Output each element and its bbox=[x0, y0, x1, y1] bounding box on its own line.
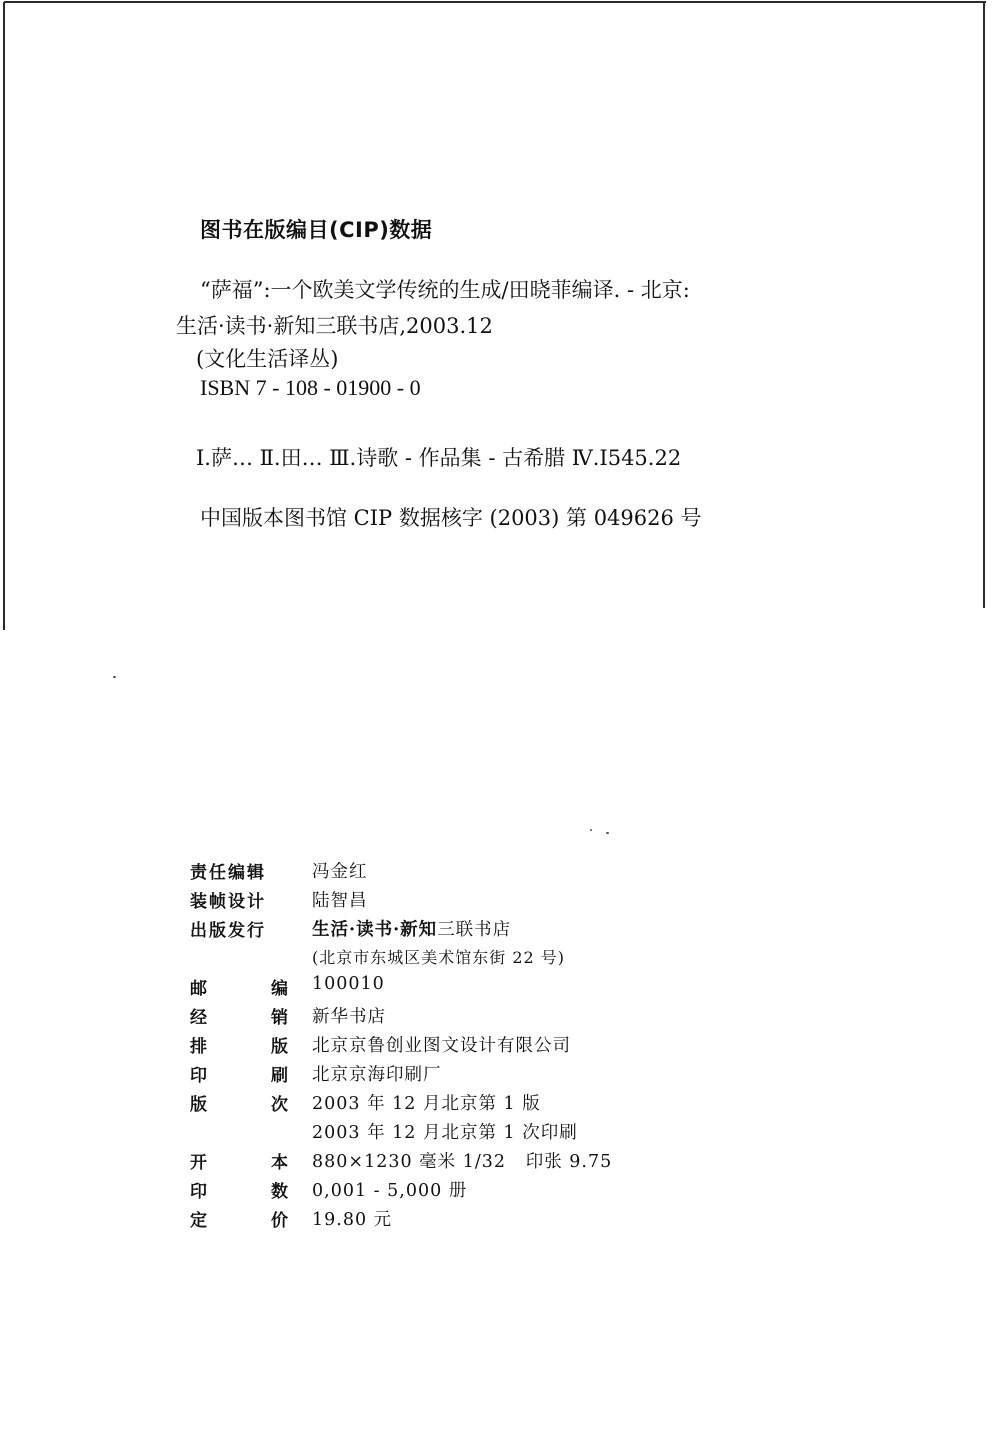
cip-publisher-line: 生活·读书·新知三联书店,2003.12 bbox=[176, 314, 493, 338]
colophon-key: 出版发行 bbox=[190, 921, 266, 941]
colophon-value: 北京京海印刷厂 bbox=[312, 1065, 442, 1085]
scan-border-right bbox=[983, 2, 985, 608]
colophon-key: 版 次 bbox=[190, 1095, 288, 1115]
publisher-logo-text: 生活·读书·新知 bbox=[312, 920, 438, 940]
colophon-value: 陆智昌 bbox=[312, 891, 368, 911]
colophon-value: 0,001 - 5,000 册 bbox=[312, 1181, 468, 1201]
colophon-key: 定 价 bbox=[190, 1211, 288, 1231]
colophon-key: 责任编辑 bbox=[190, 863, 266, 883]
colophon-key: 印 数 bbox=[190, 1182, 288, 1202]
colophon-key: 开 本 bbox=[190, 1153, 288, 1173]
colophon-value: 北京京鲁创业图文设计有限公司 bbox=[312, 1036, 571, 1056]
colophon-value: 100010 bbox=[312, 974, 385, 994]
colophon-value: 19.80 元 bbox=[312, 1210, 393, 1230]
scan-border-top bbox=[4, 1, 986, 3]
cip-number-line: 中国版本图书馆 CIP 数据核字 (2003) 第 049626 号 bbox=[200, 506, 702, 530]
colophon-value: 2003 年 12 月北京第 1 版 bbox=[312, 1094, 541, 1114]
colophon-value: 新华书店 bbox=[312, 1007, 386, 1027]
colophon-key: 印 刷 bbox=[190, 1066, 288, 1086]
scan-speck bbox=[113, 676, 116, 678]
colophon-key: 经 销 bbox=[190, 1008, 288, 1028]
colophon-value bbox=[312, 916, 511, 941]
colophon-address: (北京市东城区美术馆东街 22 号) bbox=[312, 948, 566, 967]
colophon-key: 排 版 bbox=[190, 1037, 288, 1057]
scan-speck bbox=[606, 832, 609, 834]
colophon-value: 880×1230 毫米 1/32 印张 9.75 bbox=[312, 1152, 613, 1172]
cip-classification-line: Ⅰ.萨… Ⅱ.田… Ⅲ.诗歌 - 作品集 - 古希腊 Ⅳ.I545.22 bbox=[196, 446, 682, 470]
colophon-key: 邮 编 bbox=[190, 979, 288, 999]
colophon-key: 装帧设计 bbox=[190, 892, 266, 912]
cip-isbn-line: ISBN 7 - 108 - 01900 - 0 bbox=[200, 375, 421, 400]
cip-title-line: “萨福”:一个欧美文学传统的生成/田晓菲编译. - 北京: bbox=[200, 278, 690, 302]
cip-heading: 图书在版编目(CIP)数据 bbox=[200, 218, 433, 242]
colophon-value: 2003 年 12 月北京第 1 次印刷 bbox=[312, 1123, 578, 1143]
cip-series-line: (文化生活译丛) bbox=[196, 347, 339, 371]
scan-border-left bbox=[3, 2, 5, 630]
publisher-name-rest: 三联书店 bbox=[437, 920, 512, 940]
colophon-value: 冯金红 bbox=[312, 862, 368, 882]
scan-speck bbox=[590, 829, 592, 831]
